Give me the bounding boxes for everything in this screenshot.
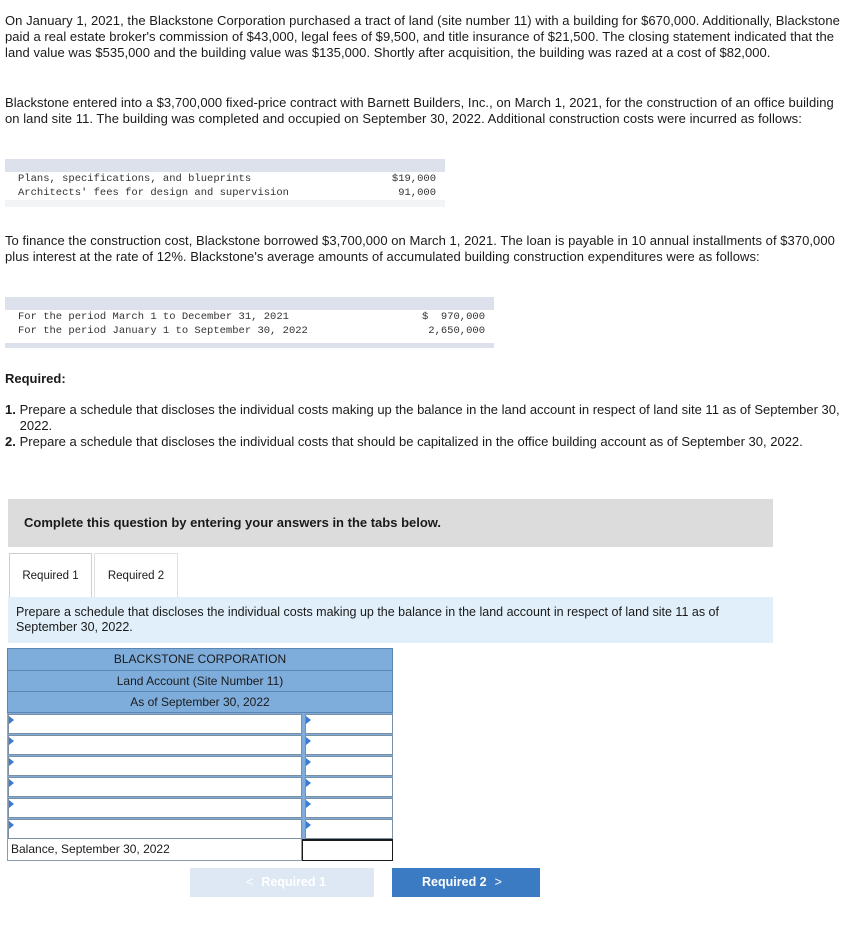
table-row — [7, 734, 393, 755]
dropdown-indicator-icon — [9, 821, 14, 829]
schedule-account-title: Land Account (Site Number 11) — [7, 670, 393, 691]
construction-costs-table — [5, 159, 445, 207]
table-row — [7, 755, 393, 776]
cost-value: $19,000 — [391, 173, 436, 185]
expenditure-label: For the period January 1 to September 30, 2022 — [18, 325, 308, 337]
amount-input[interactable] — [305, 735, 393, 755]
table-row — [7, 776, 393, 797]
required-heading: Required: — [5, 371, 66, 386]
input-indicator-icon — [306, 800, 311, 808]
cost-row — [5, 172, 445, 186]
schedule-date: As of September 30, 2022 — [7, 691, 393, 713]
chevron-right-icon: > — [494, 875, 502, 889]
tab-required-2[interactable]: Required 2 — [94, 553, 178, 597]
cost-label: Architects' fees for design and supervision — [18, 187, 289, 199]
instructions-banner: Complete this question by entering your answers in the tabs below. — [8, 499, 773, 547]
dropdown-indicator-icon — [9, 800, 14, 808]
cost-item-select[interactable] — [8, 777, 302, 797]
expenditure-label: For the period March 1 to December 31, 2021 — [18, 311, 289, 323]
prev-tab-button[interactable] — [190, 868, 374, 897]
cost-item-select[interactable] — [8, 735, 302, 755]
next-tab-button[interactable] — [392, 868, 540, 897]
required-item-number: 1. — [5, 402, 16, 417]
input-indicator-icon — [306, 716, 311, 724]
dropdown-indicator-icon — [9, 716, 14, 724]
schedule-company: BLACKSTONE CORPORATION — [7, 648, 393, 670]
required-item-2 — [5, 434, 845, 450]
required-item-text: Prepare a schedule that discloses the individual costs making up the balance in the land account in respect of land site 11 as of September 30, 2022. — [19, 402, 840, 433]
expenditure-row — [5, 310, 494, 324]
cost-item-select[interactable] — [8, 819, 302, 839]
amount-input[interactable] — [305, 819, 393, 839]
amount-input[interactable] — [305, 756, 393, 776]
prev-tab-label: Required 1 — [261, 875, 326, 889]
input-indicator-icon — [306, 758, 311, 766]
input-indicator-icon — [306, 737, 311, 745]
tab-instruction: Prepare a schedule that discloses the individual costs making up the balance in the land account in respect of land site 11 as of September 30, 2022. — [8, 597, 773, 643]
amount-input[interactable] — [305, 777, 393, 797]
cost-item-select[interactable] — [8, 798, 302, 818]
chevron-left-icon: < — [246, 875, 254, 889]
required-item-1 — [5, 402, 845, 434]
next-tab-label: Required 2 — [422, 875, 487, 889]
required-item-text: Prepare a schedule that discloses the individual costs that should be capitalized in the office building account as of September 30, 2022. — [19, 434, 803, 449]
balance-label: Balance, September 30, 2022 — [7, 839, 302, 861]
cost-row — [5, 186, 445, 200]
balance-total-input[interactable] — [302, 839, 393, 861]
cost-item-select[interactable] — [8, 756, 302, 776]
expenditure-row — [5, 324, 494, 338]
cost-label: Plans, specifications, and blueprints — [18, 173, 252, 185]
table-row — [7, 713, 393, 734]
amount-input[interactable] — [305, 798, 393, 818]
table-row — [7, 818, 393, 839]
required-item-number: 2. — [5, 434, 16, 449]
table-row — [7, 797, 393, 818]
amount-input[interactable] — [305, 714, 393, 734]
problem-paragraph-1: On January 1, 2021, the Blackstone Corporation purchased a tract of land (site number 11) with a building for $670,000. Additionally, Blackstone paid a real estate broker's commission of $43,000, legal fees of $9,500, and title insurance of $21,500. The closing statement indicated that the land value was $535,000 and the building value was $135,000. Shortly after acquisition, the building was razed at a cost of $82,000. — [5, 13, 840, 60]
expenditures-table — [5, 297, 494, 348]
problem-paragraph-2: Blackstone entered into a $3,700,000 fixed-price contract with Barnett Builders, Inc., on March 1, 2021, for the construction of an office building on land site 11. The building was completed and occupied on September 30, 2022. Additional construction costs were incurred as follows: — [5, 95, 834, 126]
balance-row — [7, 839, 393, 861]
input-indicator-icon — [306, 821, 311, 829]
cost-value: 91,000 — [398, 187, 436, 199]
dropdown-indicator-icon — [9, 779, 14, 787]
tab-required-1[interactable]: Required 1 — [9, 553, 92, 597]
cost-item-select[interactable] — [8, 714, 302, 734]
land-account-schedule — [7, 648, 393, 861]
expenditure-value: 2,650,000 — [428, 325, 485, 337]
dropdown-indicator-icon — [9, 737, 14, 745]
dropdown-indicator-icon — [9, 758, 14, 766]
expenditure-value: $ 970,000 — [421, 311, 485, 323]
problem-paragraph-3: To finance the construction cost, Blackstone borrowed $3,700,000 on March 1, 2021. The loan is payable in 10 annual installments of $370,000 plus interest at the rate of 12%. Blackstone's average amounts of accumulated building construction expenditures were as follows: — [5, 233, 835, 264]
input-indicator-icon — [306, 779, 311, 787]
